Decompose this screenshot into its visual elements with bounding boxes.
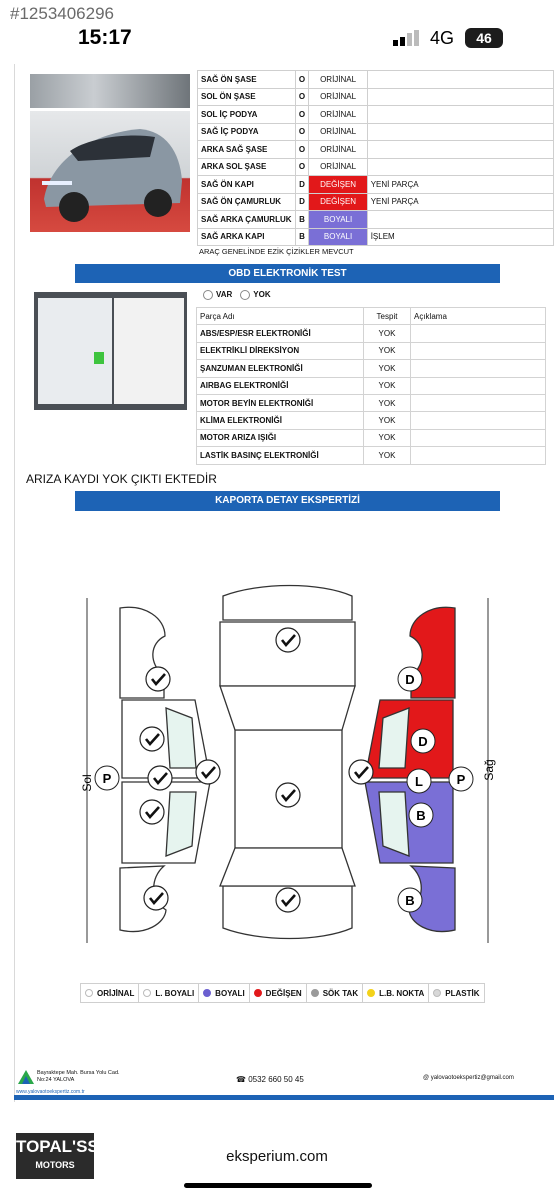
part-name: SAĞ ARKA KAPI [198, 228, 296, 246]
check-icon [148, 766, 172, 790]
column-header: Açıklama [411, 308, 546, 325]
result: YOK [364, 394, 411, 411]
address-line: Bayraktepe Mah. Bursa Yolu Cad. [37, 1070, 120, 1076]
table-row [198, 228, 554, 246]
result: YOK [364, 325, 411, 342]
status-value: ORİJİNAL [309, 123, 367, 141]
part-name: SOL İÇ PODYA [198, 106, 296, 124]
part-name: SAĞ ARKA ÇAMURLUK [198, 211, 296, 229]
part-name: ABS/ESP/ESR ELEKTRONİĞİ [197, 325, 364, 342]
status-value: ORİJİNAL [309, 71, 367, 89]
part-name: KLİMA ELEKTRONİĞİ [197, 412, 364, 429]
legend [80, 983, 485, 1003]
status-code: O [295, 123, 309, 141]
legend-label: PLASTİK [445, 988, 480, 998]
check-icon [349, 760, 373, 784]
part-name: LASTİK BASINÇ ELEKTRONİĞİ [197, 447, 364, 464]
marker-text: P [102, 771, 112, 786]
legend-label: ORİJİNAL [97, 988, 135, 998]
general-note: ARAÇ GENELİNDE EZİK ÇİZİKLER MEVCUT [199, 247, 354, 256]
column-header: Parça Adı [197, 308, 364, 325]
status-value: BOYALI [309, 211, 367, 229]
footer-web: www.yalovaotoekspertiz.com.tr [16, 1089, 85, 1095]
car-image-icon [30, 111, 190, 232]
table-row [198, 193, 554, 211]
result: YOK [364, 360, 411, 377]
note: YENİ PARÇA [367, 193, 553, 211]
email-text: yalovaotoekspertiz@gmail.com [430, 1075, 514, 1081]
legend-label: L.B. NOKTA [379, 988, 425, 998]
footer-email [423, 1075, 514, 1081]
signal-icon [393, 30, 423, 46]
part-name: ARKA SAĞ ŞASE [198, 141, 296, 159]
part-name: SAĞ ÖN KAPI [198, 176, 296, 194]
legend-item [429, 984, 483, 1002]
status-value: ORİJİNAL [309, 106, 367, 124]
obd-result-radios [203, 290, 271, 300]
part-name: SAĞ ÖN ÇAMURLUK [198, 193, 296, 211]
var-radio[interactable] [203, 290, 232, 300]
legend-item [199, 984, 250, 1002]
legend-label: BOYALI [215, 988, 245, 998]
part-name: ELEKTRİKLİ DİREKSİYON [197, 342, 364, 359]
marker-text: D [418, 734, 428, 749]
table-row [198, 123, 554, 141]
logo-text: TOPAL'SS [16, 1137, 99, 1156]
company-logo-icon [18, 1070, 34, 1084]
check-icon [196, 760, 220, 784]
footer-phone [236, 1075, 304, 1084]
note [367, 88, 553, 106]
status-code: D [295, 176, 309, 194]
legend-item [307, 984, 363, 1002]
note [367, 106, 553, 124]
table-row [198, 106, 554, 124]
column-header: Tespit [364, 308, 411, 325]
marker-text: B [416, 808, 426, 823]
note: İŞLEM [367, 228, 553, 246]
listing-id: #1253406296 [10, 4, 115, 23]
result: YOK [364, 429, 411, 446]
network-type: 4G [430, 28, 455, 48]
table-row [197, 360, 546, 377]
marker-l [407, 769, 431, 793]
yok-radio[interactable] [240, 290, 270, 300]
result: YOK [364, 342, 411, 359]
status-value: BOYALI [309, 228, 367, 246]
phone-text: 0532 660 50 45 [248, 1075, 304, 1084]
table-row [197, 342, 546, 359]
status-code: D [295, 193, 309, 211]
part-name: MOTOR BEYİN ELEKTRONİĞİ [197, 394, 364, 411]
marker-text: B [405, 893, 415, 908]
status-value: DEĞİŞEN [309, 176, 367, 194]
legend-label: DEĞİŞEN [265, 988, 302, 998]
site-url[interactable]: eksperium.com [226, 1148, 328, 1165]
legend-item [363, 984, 429, 1002]
marker-text: P [456, 772, 466, 787]
table-row [198, 176, 554, 194]
marker-b-door [409, 803, 433, 827]
yok-label: YOK [253, 290, 271, 300]
check-icon [140, 800, 164, 824]
part-name: ARKA SOL ŞASE [198, 158, 296, 176]
part-name: MOTOR ARIZA IŞIĞI [197, 429, 364, 446]
at-icon: @ [423, 1075, 431, 1081]
footer-address [37, 1070, 120, 1084]
obd-screenshot[interactable] [34, 292, 187, 410]
legend-label: L. BOYALI [155, 988, 195, 998]
part-name: SAĞ ÖN ŞASE [198, 71, 296, 89]
status-value: ORİJİNAL [309, 88, 367, 106]
part-name: SAĞ İÇ PODYA [198, 123, 296, 141]
home-indicator[interactable] [184, 1183, 372, 1188]
part-name: AIRBAG ELEKTRONİĞİ [197, 377, 364, 394]
car-body-diagram [80, 578, 500, 948]
part-name: SOL ÖN ŞASE [198, 88, 296, 106]
table-row [198, 158, 554, 176]
marker-b-rear [398, 888, 422, 912]
legend-item [139, 984, 199, 1002]
check-icon [146, 667, 170, 691]
part-name: ŞANZUMAN ELEKTRONİĞİ [197, 360, 364, 377]
legend-item [250, 984, 307, 1002]
phone-icon: ☎ [236, 1075, 249, 1084]
right-side-panels [365, 607, 455, 931]
logo-subtext: MOTORS [35, 1160, 75, 1170]
table-row [198, 71, 554, 89]
footer-bar [14, 1095, 554, 1100]
legend-item [81, 984, 139, 1002]
marker-d-front [398, 667, 422, 691]
status-code: O [295, 71, 309, 89]
battery-icon: 46 [465, 28, 503, 48]
status-value: DEĞİŞEN [309, 193, 367, 211]
status-value: ORİJİNAL [309, 141, 367, 159]
check-icon [276, 783, 300, 807]
damage-table [197, 70, 554, 246]
note [367, 158, 553, 176]
check-icon [276, 628, 300, 652]
status-code: O [295, 106, 309, 124]
fault-note: ARIZA KAYDI YOK ÇIKTI EKTEDİR [26, 472, 217, 486]
body-banner: KAPORTA DETAY EKSPERTİZİ [75, 491, 500, 511]
status-code: B [295, 211, 309, 229]
table-row [198, 211, 554, 229]
table-header-row [197, 308, 546, 325]
result: YOK [364, 447, 411, 464]
marker-p-left [95, 766, 119, 790]
check-icon [140, 727, 164, 751]
status-code: O [295, 88, 309, 106]
check-icon [276, 888, 300, 912]
legend-label: SÖK TAK [322, 988, 359, 998]
note [367, 71, 553, 89]
table-row [197, 412, 546, 429]
result: YOK [364, 377, 411, 394]
table-row [197, 377, 546, 394]
marker-text: D [405, 672, 415, 687]
note [367, 211, 553, 229]
result: YOK [364, 412, 411, 429]
status-code: O [295, 158, 309, 176]
car-photo[interactable] [30, 111, 190, 232]
status-code: O [295, 141, 309, 159]
marker-d-door [411, 729, 435, 753]
status-code: B [295, 228, 309, 246]
address-line: No:24 YALOVA [37, 1077, 75, 1083]
note: YENİ PARÇA [367, 176, 553, 194]
clock: 15:17 [78, 26, 132, 49]
table-row [197, 429, 546, 446]
note [367, 141, 553, 159]
table-row [198, 88, 554, 106]
status-value: ORİJİNAL [309, 158, 367, 176]
marker-text: L [415, 774, 423, 789]
table-row [197, 325, 546, 342]
marker-p-right [449, 767, 473, 791]
note [367, 123, 553, 141]
table-row [198, 141, 554, 159]
obd-banner: OBD ELEKTRONİK TEST [75, 264, 500, 283]
table-row [197, 394, 546, 411]
table-row [197, 447, 546, 464]
obd-table [196, 307, 546, 465]
var-label: VAR [216, 290, 233, 300]
right-side-label: Sağ [482, 759, 496, 781]
left-side-label: Sol [80, 774, 94, 792]
check-icon [144, 886, 168, 910]
car-photo-top[interactable] [30, 74, 190, 108]
